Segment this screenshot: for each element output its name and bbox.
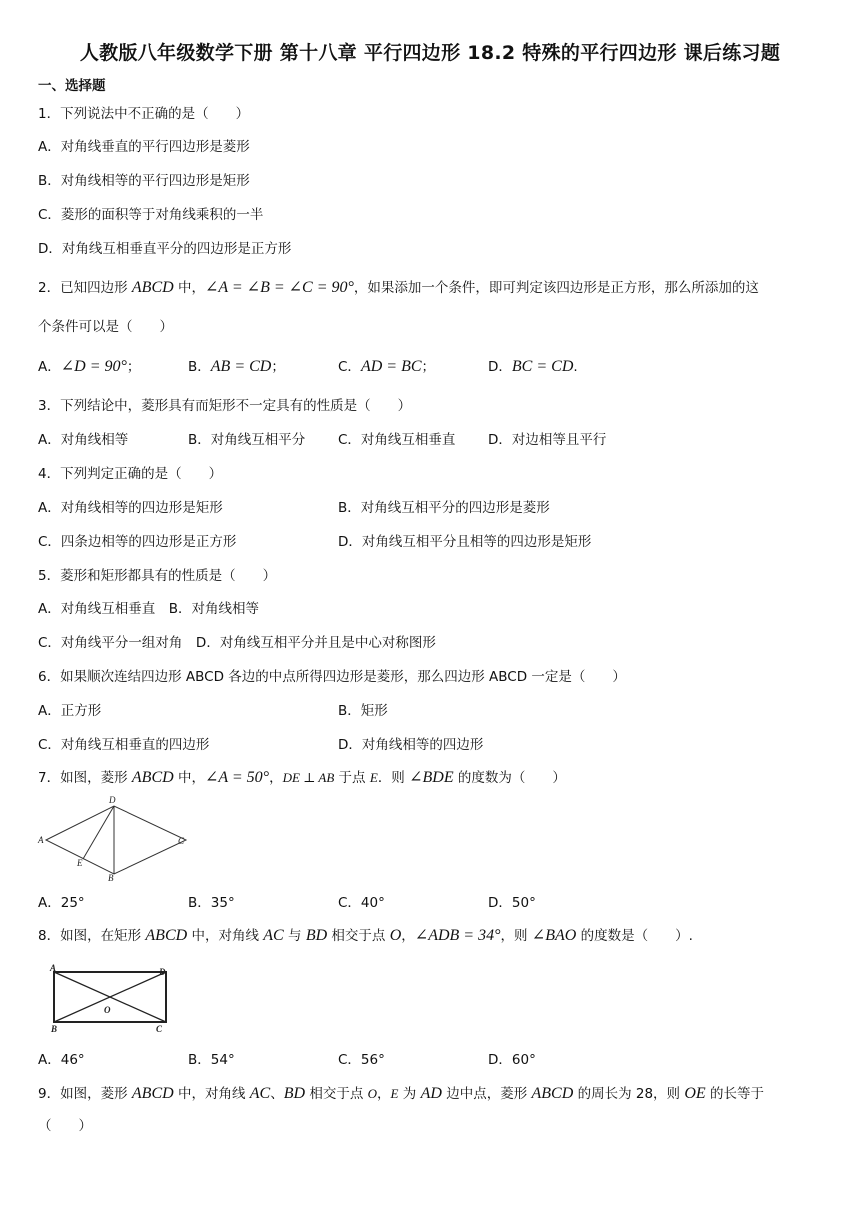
question-4-option-a[interactable]: A．对角线相等的四边形是矩形 xyxy=(38,500,223,516)
q7-label-b: B xyxy=(108,873,114,881)
question-5-options-ab[interactable]: A．对角线互相垂直 B．对角线相等 xyxy=(38,601,259,617)
question-2-option-a[interactable]: A．∠D = 90°； xyxy=(38,358,141,375)
rectangle-figure-q8 xyxy=(46,962,174,1034)
q8-label-a: A xyxy=(50,963,57,973)
question-4-stem: 4．下列判定正确的是（ ） xyxy=(38,466,223,482)
question-3-option-a[interactable]: A．对角线相等 xyxy=(38,432,129,448)
question-4-option-b[interactable]: B．对角线互相平分的四边形是菱形 xyxy=(338,500,550,516)
rhombus-figure-q7 xyxy=(36,793,192,881)
question-7-option-b[interactable]: B．35° xyxy=(188,895,235,911)
question-2-option-b[interactable]: B．AB = CD； xyxy=(188,358,285,375)
question-9-stem: 9．如图，菱形 ABCD 中，对角线 AC、BD 相交于点 O，E 为 AD 边中点，菱形 ABCD 的周长为 28，则 OE 的长等于 xyxy=(38,1085,764,1102)
question-2-option-c[interactable]: C．AD = BC； xyxy=(338,358,436,375)
question-7-option-a[interactable]: A．25° xyxy=(38,895,85,911)
question-8-option-c[interactable]: C．56° xyxy=(338,1052,385,1068)
q8-label-o: O xyxy=(104,1005,111,1015)
question-1-option-c[interactable]: C．菱形的面积等于对角线乘积的一半 xyxy=(38,207,264,223)
q7-label-a: A xyxy=(38,835,44,845)
question-3-option-c[interactable]: C．对角线互相垂直 xyxy=(338,432,456,448)
question-6-option-c[interactable]: C．对角线互相垂直的四边形 xyxy=(38,737,210,753)
question-8-stem: 8．如图，在矩形 ABCD 中，对角线 AC 与 BD 相交于点 O，∠ADB = 34°，则 ∠BAO 的度数是（ ）. xyxy=(38,927,693,944)
question-3-stem: 3．下列结论中，菱形具有而矩形不一定具有的性质是（ ） xyxy=(38,398,412,414)
question-2-stem-line2: 个条件可以是（ ） xyxy=(38,319,173,335)
question-7-stem: 7．如图，菱形 ABCD 中，∠A = 50°，DE ⊥ AB 于点 E．则 ∠BDE 的度数为（ ） xyxy=(38,769,566,786)
question-6-stem: 6．如果顺次连结四边形 ABCD 各边的中点所得四边形是菱形，那么四边形 ABCD 一定是（ ） xyxy=(38,669,626,685)
q8-label-c: C xyxy=(156,1024,163,1034)
question-7-option-d[interactable]: D．50° xyxy=(488,895,536,911)
question-7-option-c[interactable]: C．40° xyxy=(338,895,385,911)
section-heading: 一、选择题 xyxy=(38,78,106,94)
question-3-option-d[interactable]: D．对边相等且平行 xyxy=(488,432,607,448)
q7-label-e: E xyxy=(77,858,83,868)
q7-label-c: C xyxy=(178,836,185,846)
question-2-option-d[interactable]: D．BC = CD. xyxy=(488,358,578,375)
question-1-stem: 1．下列说法中不正确的是（ ） xyxy=(38,106,250,122)
question-4-option-d[interactable]: D．对角线互相平分且相等的四边形是矩形 xyxy=(338,534,592,550)
question-4-option-c[interactable]: C．四条边相等的四边形是正方形 xyxy=(38,534,237,550)
question-8-option-b[interactable]: B．54° xyxy=(188,1052,235,1068)
question-1-option-d[interactable]: D．对角线互相垂直平分的四边形是正方形 xyxy=(38,241,292,257)
question-9-stem-line2: （ ） xyxy=(38,1118,92,1134)
question-3-option-b[interactable]: B．对角线互相平分 xyxy=(188,432,306,448)
question-5-stem: 5．菱形和矩形都具有的性质是（ ） xyxy=(38,568,277,584)
q7-label-d: D xyxy=(109,795,116,805)
question-6-option-d[interactable]: D．对角线相等的四边形 xyxy=(338,737,484,753)
question-2-stem: 2．已知四边形 ABCD 中，∠A = ∠B = ∠C = 90°，如果添加一个条件，即可判定该四边形是正方形，那么所添加的这 xyxy=(38,279,759,296)
question-8-option-d[interactable]: D．60° xyxy=(488,1052,536,1068)
question-6-option-a[interactable]: A．正方形 xyxy=(38,703,102,719)
question-1-option-a[interactable]: A．对角线垂直的平行四边形是菱形 xyxy=(38,139,250,155)
question-1-option-b[interactable]: B．对角线相等的平行四边形是矩形 xyxy=(38,173,250,189)
question-8-option-a[interactable]: A．46° xyxy=(38,1052,85,1068)
question-5-options-cd[interactable]: C．对角线平分一组对角 D．对角线互相平分并且是中心对称图形 xyxy=(38,635,436,651)
q8-label-b: B xyxy=(51,1024,58,1034)
page-title: 人教版八年级数学下册 第十八章 平行四边形 18.2 特殊的平行四边形 课后练习题 xyxy=(79,42,781,64)
q8-label-d: D xyxy=(159,967,166,977)
question-6-option-b[interactable]: B．矩形 xyxy=(338,703,388,719)
